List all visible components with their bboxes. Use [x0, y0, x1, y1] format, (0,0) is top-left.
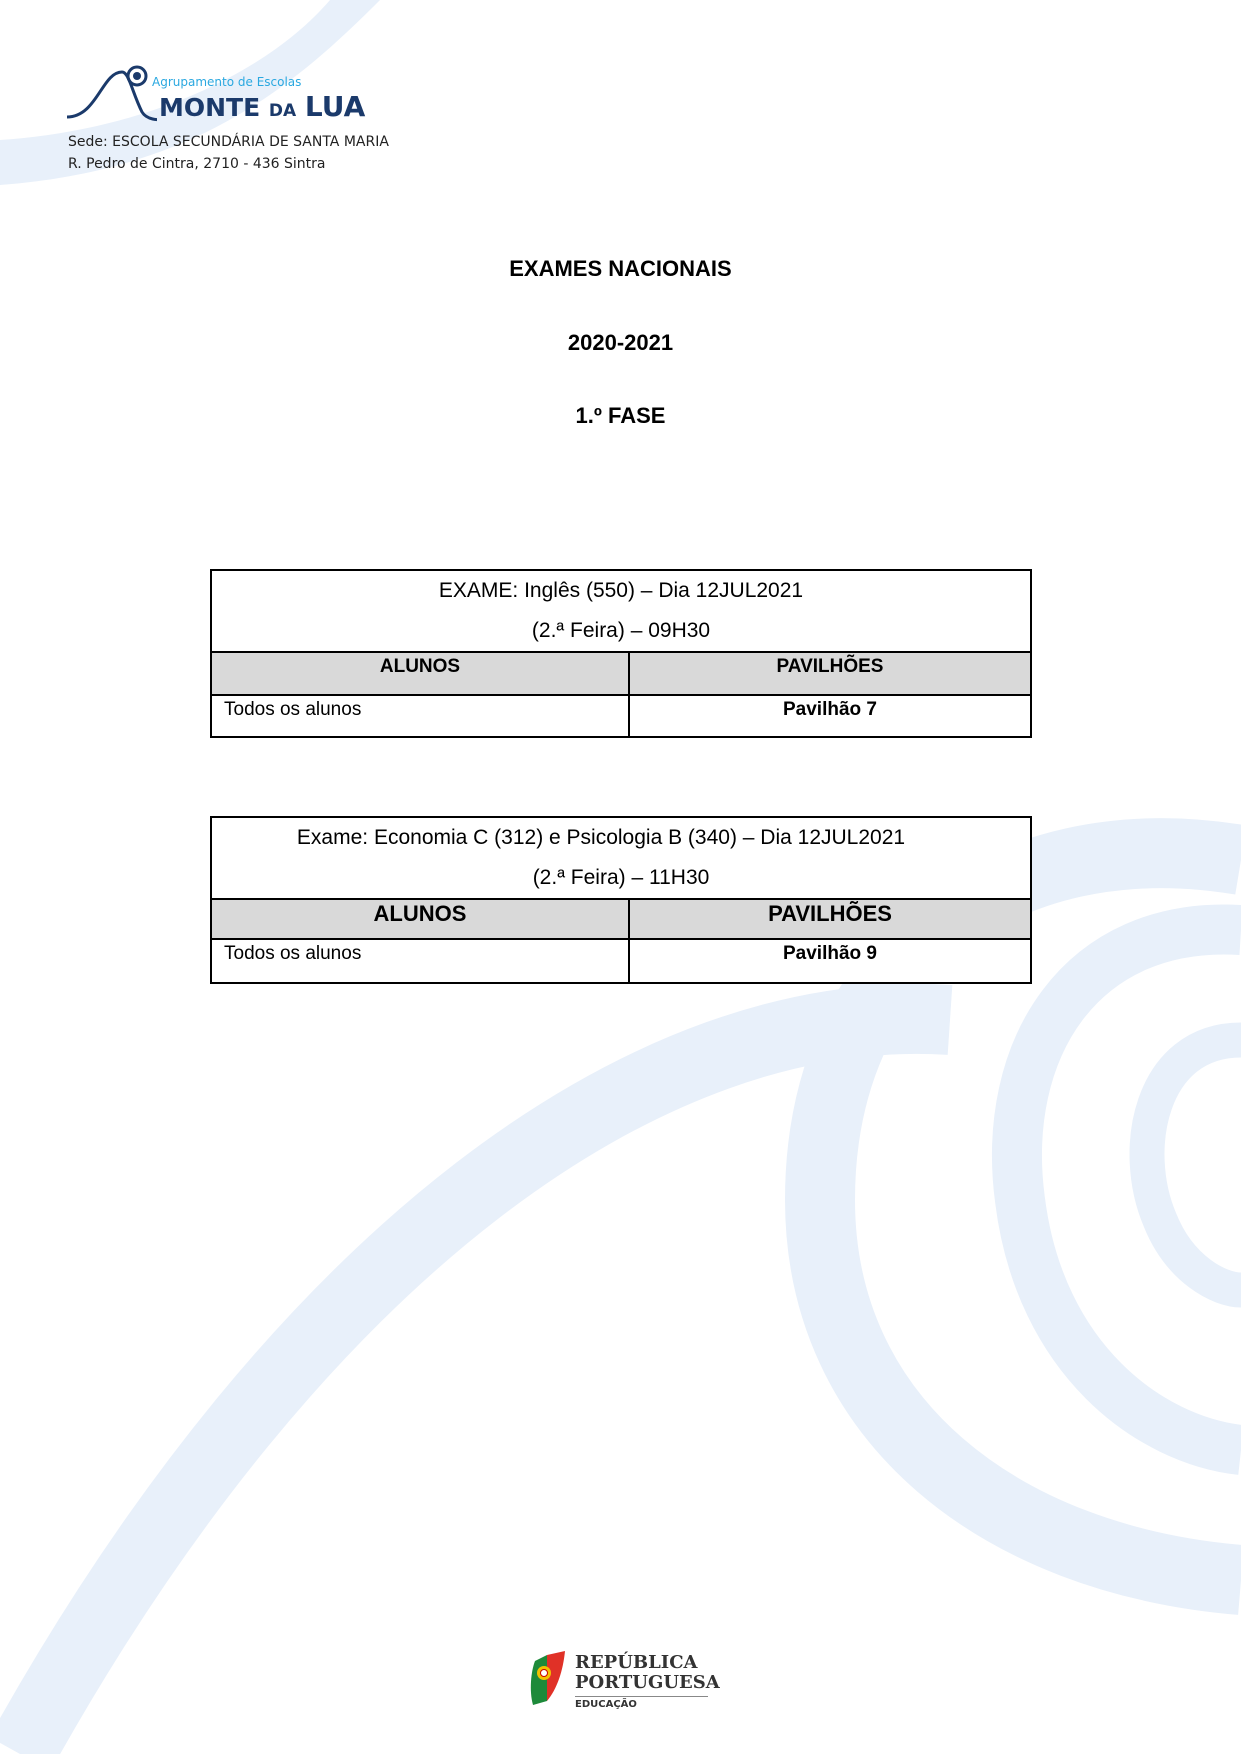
column-header-students: ALUNOS — [211, 899, 629, 939]
school-logo — [67, 62, 366, 127]
logo-title-monte: MONTE — [159, 93, 261, 122]
footer-line3: EDUCAÇÃO — [575, 1699, 637, 1710]
exam-title-cell — [211, 570, 1031, 652]
exam-title-cell — [211, 817, 1031, 899]
exam-phase: 1.º FASE — [575, 403, 666, 428]
footer-line2: PORTUGUESA — [575, 1672, 720, 1693]
exam-table-economia-psicologia — [210, 816, 1032, 984]
logo-title — [159, 90, 365, 123]
portugal-flag-emblem-icon — [527, 1651, 567, 1705]
exam-title: EXAME: Inglês (550) – Dia 12JUL2021 — [438, 579, 804, 602]
exam-title: Exame: Economia C (312) e Psicologia B (340) – Dia 12JUL2021 — [296, 826, 906, 849]
students-cell: Todos os alunos — [211, 695, 629, 737]
republica-portuguesa-logo — [527, 1651, 720, 1710]
logo-title-lua: LUA — [304, 90, 366, 123]
students-cell: Todos os alunos — [211, 939, 629, 983]
school-year: 2020-2021 — [567, 330, 674, 355]
column-header-pavilions: PAVILHÕES — [629, 899, 1031, 939]
footer-line1: REPÚBLICA — [575, 1652, 698, 1673]
column-header-pavilions: PAVILHÕES — [629, 652, 1031, 695]
logo-title-da: DA — [268, 101, 297, 121]
logo-subtitle: Agrupamento de Escolas — [152, 75, 302, 89]
page-title: EXAMES NACIONAIS — [509, 256, 732, 281]
monte-da-lua-logo-icon — [67, 62, 157, 122]
column-header-students: ALUNOS — [211, 652, 629, 695]
exam-time: (2.ª Feira) – 09H30 — [531, 619, 711, 642]
pavilion-cell: Pavilhão 9 — [629, 939, 1031, 983]
school-address: R. Pedro de Cintra, 2710 - 436 Sintra — [68, 156, 326, 172]
exam-table-ingles — [210, 569, 1032, 738]
exam-time: (2.ª Feira) – 11H30 — [532, 866, 710, 889]
school-seat: Sede: ESCOLA SECUNDÁRIA DE SANTA MARIA — [68, 134, 389, 150]
pavilion-cell: Pavilhão 7 — [629, 695, 1031, 737]
